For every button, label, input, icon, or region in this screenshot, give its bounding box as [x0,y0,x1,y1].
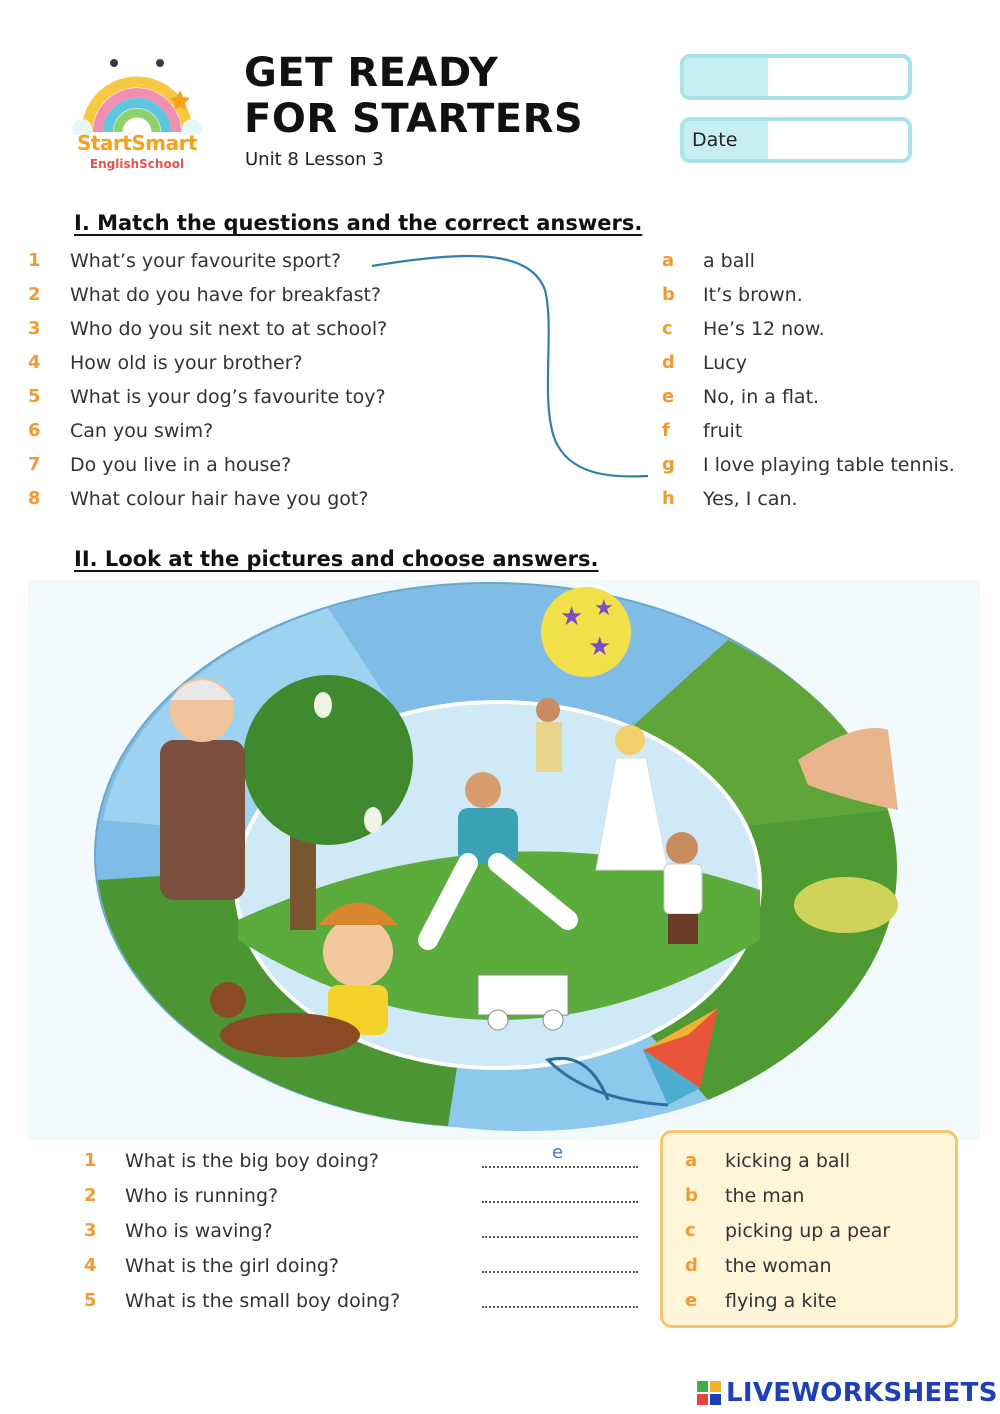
answer-letter: b [662,284,675,305]
answer-blank[interactable] [482,1271,638,1273]
answer-letter: e [662,386,675,407]
footer-brand-text: LIVEWORKSHEETS [726,1378,998,1408]
date-field[interactable] [680,117,912,163]
picture-question-row [0,1185,660,1215]
answer-text[interactable]: It’s brown. [703,284,803,306]
match-row [0,454,1000,484]
match-row [0,386,1000,416]
match-row [0,420,1000,450]
answer-options-box [660,1130,958,1328]
page-title-line-1: GET READY [244,50,499,96]
answer-entry[interactable]: e [552,1142,564,1163]
question-number: 5 [28,386,41,407]
answer-letter: f [662,420,670,441]
man-head [465,772,501,808]
match-row [0,250,1000,280]
option-text[interactable]: picking up a pear [725,1220,891,1242]
question-number: 5 [84,1290,97,1311]
match-row [0,352,1000,382]
question-text: What is the big boy doing? [125,1150,379,1172]
pear-1 [314,692,332,718]
picture-question-row [0,1142,660,1180]
option-letter: b [685,1185,698,1206]
section-2-heading: II. Look at the pictures and choose answers. [74,547,599,571]
question-number: 8 [28,488,41,509]
dog [220,1013,360,1057]
match-row [0,488,1000,518]
question-number: 2 [28,284,41,305]
question-text[interactable]: What’s your favourite sport? [70,250,342,272]
name-label [684,58,768,96]
question-text[interactable]: What is your dog’s favourite toy? [70,386,386,408]
question-number: 4 [84,1255,97,1276]
answer-text[interactable]: fruit [703,420,743,442]
ball [541,587,631,677]
answer-text[interactable]: Lucy [703,352,747,374]
answer-text[interactable]: a ball [703,250,755,272]
option-text[interactable]: the woman [725,1255,832,1277]
picture-question-row [0,1255,660,1285]
date-label: Date [684,121,768,159]
svg-text:★: ★ [588,632,612,662]
question-text[interactable]: What do you have for breakfast? [70,284,382,306]
grandfather [160,740,245,900]
option-text[interactable]: the man [725,1185,805,1207]
option-letter: c [685,1220,696,1241]
logo-name: StartSmart [76,131,198,155]
answer-text[interactable]: I love playing table tennis. [703,454,955,476]
answer-blank[interactable] [482,1201,638,1203]
park-scene-illustration [28,580,980,1140]
answer-letter: h [662,488,675,509]
question-text[interactable]: Who do you sit next to at school? [70,318,388,340]
question-number: 7 [28,454,41,475]
answer-letter: c [662,318,673,339]
answer-text[interactable]: Yes, I can. [703,488,798,510]
question-text[interactable]: What colour hair have you got? [70,488,369,510]
question-number: 1 [28,250,41,271]
answer-text[interactable]: He’s 12 now. [703,318,825,340]
answer-letter: d [662,352,675,373]
option-text[interactable]: kicking a ball [725,1150,851,1172]
match-row [0,318,1000,348]
question-text: What is the girl doing? [125,1255,340,1277]
answer-letter: g [662,454,675,475]
question-text: Who is waving? [125,1220,273,1242]
zebra-toy-cart [478,975,568,1015]
question-text[interactable]: How old is your brother? [70,352,303,374]
section-1-heading: I. Match the questions and the correct answers. [74,211,643,235]
question-number: 1 [84,1150,97,1171]
picture-question-row [0,1220,660,1250]
question-text: What is the small boy doing? [125,1290,401,1312]
svg-text:★: ★ [560,602,584,632]
answer-blank[interactable] [482,1306,638,1308]
woman-head [615,725,645,755]
page-title-line-2: FOR STARTERS [244,96,584,142]
option-letter: d [685,1255,698,1276]
option-text[interactable]: flying a kite [725,1290,837,1312]
girl-head [323,917,393,987]
answer-letter: a [662,250,675,271]
svg-text:★: ★ [594,596,614,621]
question-text[interactable]: Do you live in a house? [70,454,292,476]
question-text: Who is running? [125,1185,279,1207]
big-boy-head [536,698,560,722]
answer-blank[interactable] [482,1166,638,1168]
answer-text[interactable]: No, in a flat. [703,386,820,408]
question-text[interactable]: Can you swim? [70,420,214,442]
lesson-subtitle: Unit 8 Lesson 3 [245,149,384,170]
option-letter: e [685,1290,698,1311]
name-field[interactable] [680,54,912,100]
question-number: 3 [28,318,41,339]
rainbow-logo-icon [62,50,212,135]
question-number: 3 [84,1220,97,1241]
picture-question-row [0,1290,660,1320]
question-number: 4 [28,352,41,373]
liveworksheets-logo-icon [696,1380,722,1406]
logo-subname: EnglishSchool [89,157,185,171]
option-letter: a [685,1150,698,1171]
spotted-pear [794,877,898,933]
match-row [0,284,1000,314]
pear-2 [364,807,382,833]
answer-blank[interactable] [482,1236,638,1238]
question-number: 6 [28,420,41,441]
small-boy-head [666,832,698,864]
question-number: 2 [84,1185,97,1206]
